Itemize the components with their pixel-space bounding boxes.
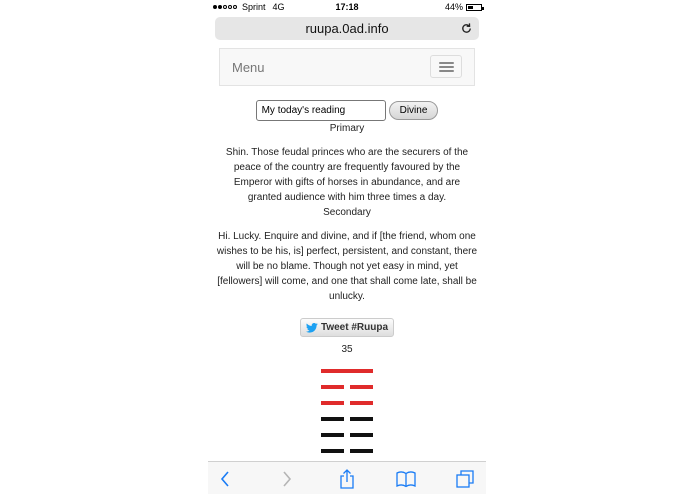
main-content [208, 100, 486, 465]
address-bar[interactable] [215, 17, 479, 40]
status-time: 17:18 [335, 2, 359, 12]
url-text[interactable]: ruupa.0ad.info [305, 21, 389, 36]
twitter-bird-icon [306, 323, 318, 333]
carrier-name: Sprint [242, 2, 266, 12]
forward-icon[interactable] [276, 469, 296, 489]
hexagram-line-3 [321, 401, 373, 405]
secondary-title: Secondary [323, 207, 371, 218]
secondary-text: Hi. Lucky. Enquire and divine, and if [the friend, whom one wishes to be his, is] perfect, persistent, and constant, there will be no blame. Though not yet easy in mind, yet [fellowers] will come, and one that shall come late, shall be unlucky. [216, 231, 478, 302]
hexagram-line-1 [321, 369, 373, 373]
hexagram-broken-segment [350, 449, 373, 453]
hexagram-broken-segment [321, 433, 344, 437]
menu-brand[interactable]: Menu [232, 60, 265, 75]
tabs-icon[interactable] [455, 469, 475, 489]
hexagram-broken-segment [350, 401, 373, 405]
hexagram-solid-segment [321, 369, 373, 373]
hexagram-line-2 [321, 385, 373, 389]
mobile-browser [208, 0, 486, 494]
hexagram-broken-segment [321, 401, 344, 405]
back-icon[interactable] [216, 469, 236, 489]
reading-input[interactable] [256, 100, 386, 121]
hexagram-broken-segment [350, 433, 373, 437]
hexagram-broken-segment [321, 449, 344, 453]
status-right [445, 2, 482, 12]
hexagram-line-5 [321, 433, 373, 437]
battery-percent: 44% [444, 2, 463, 12]
reload-icon[interactable] [460, 22, 473, 35]
hexagram-number: 35 [341, 343, 353, 355]
site-navbar [219, 48, 475, 86]
hexagram-broken-segment [321, 417, 344, 421]
network-type: 4G [272, 2, 285, 12]
hexagram-broken-segment [350, 417, 373, 421]
hexagram-line-6 [321, 449, 373, 453]
share-icon[interactable] [337, 469, 357, 489]
browser-toolbar [208, 461, 486, 494]
divine-button[interactable]: Divine [389, 101, 439, 120]
primary-title: Primary [329, 123, 365, 134]
hamburger-menu-button[interactable] [430, 55, 462, 78]
tweet-label: Tweet #Ruupa [320, 322, 389, 333]
bookmarks-icon[interactable] [396, 469, 416, 489]
divine-form [208, 100, 486, 121]
tweet-button[interactable] [300, 318, 394, 337]
hexagram-line-4 [321, 417, 373, 421]
hexagram-broken-segment [350, 385, 373, 389]
primary-text: Shin. Those feudal princes who are the securers of the peace of the country are frequently favoured by the Emperor with gifts of horses in abundance, and are granted audience with him three times a day. [225, 147, 469, 203]
status-bar [208, 0, 486, 14]
hexagram-figure [321, 369, 373, 453]
hexagram-broken-segment [321, 385, 344, 389]
battery-icon [466, 4, 482, 11]
